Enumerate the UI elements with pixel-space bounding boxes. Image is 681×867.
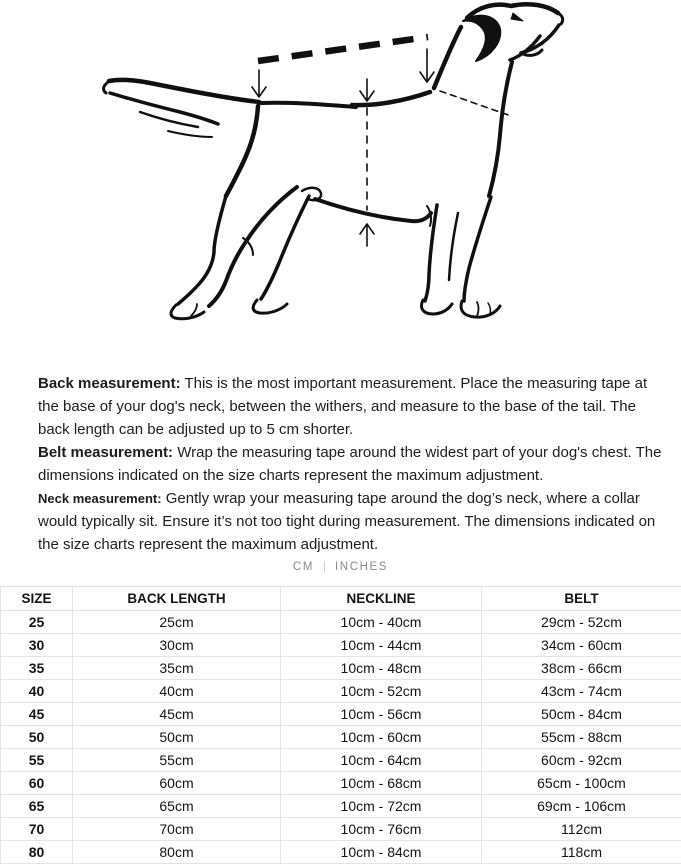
belt-measurement-paragraph [38, 441, 669, 487]
value-cell: 43cm - 74cm [482, 680, 681, 703]
back-measurement-paragraph [38, 372, 669, 441]
value-cell: 118cm [482, 841, 681, 864]
size-cell: 70 [1, 818, 73, 841]
column-header: NECKLINE [281, 587, 482, 611]
table-row [1, 726, 681, 749]
dog-illustration [0, 0, 681, 358]
table-row [1, 749, 681, 772]
column-header: BACK LENGTH [73, 587, 281, 611]
size-cell: 25 [1, 611, 73, 634]
value-cell: 10cm - 60cm [281, 726, 482, 749]
size-cell: 50 [1, 726, 73, 749]
value-cell: 10cm - 56cm [281, 703, 482, 726]
table-row [1, 611, 681, 634]
size-table-body [1, 611, 681, 864]
table-row [1, 772, 681, 795]
size-table-header-row [1, 587, 681, 611]
value-cell: 10cm - 64cm [281, 749, 482, 772]
back-measurement-text: This is the most important measurement. Place the measuring tape at the base of your dog's neck, between the withers, and measure to the base of the tail. The back length can be adjusted up to 5 cm shorter. [38, 375, 648, 438]
value-cell: 35cm [73, 657, 281, 680]
value-cell: 69cm - 106cm [482, 795, 681, 818]
value-cell: 29cm - 52cm [482, 611, 681, 634]
value-cell: 10cm - 76cm [281, 818, 482, 841]
value-cell: 65cm [73, 795, 281, 818]
value-cell: 50cm [73, 726, 281, 749]
value-cell: 55cm - 88cm [482, 726, 681, 749]
value-cell: 10cm - 52cm [281, 680, 482, 703]
size-cell: 40 [1, 680, 73, 703]
value-cell: 80cm [73, 841, 281, 864]
value-cell: 30cm [73, 634, 281, 657]
back-measurement-label: Back measurement: [38, 375, 181, 392]
value-cell: 40cm [73, 680, 281, 703]
size-table [0, 586, 681, 864]
value-cell: 70cm [73, 818, 281, 841]
value-cell: 10cm - 68cm [281, 772, 482, 795]
value-cell: 45cm [73, 703, 281, 726]
size-cell: 60 [1, 772, 73, 795]
back-length-dashed-line [258, 37, 428, 61]
measurement-instructions [38, 372, 669, 556]
size-cell: 35 [1, 657, 73, 680]
value-cell: 10cm - 84cm [281, 841, 482, 864]
table-row [1, 818, 681, 841]
neck-measurement-label: Neck measurement: [38, 491, 162, 506]
table-row [1, 634, 681, 657]
size-cell: 30 [1, 634, 73, 657]
value-cell: 10cm - 44cm [281, 634, 482, 657]
column-header: BELT [482, 587, 681, 611]
up-arrow-icon [360, 224, 374, 246]
column-header: SIZE [1, 587, 73, 611]
value-cell: 34cm - 60cm [482, 634, 681, 657]
table-row [1, 795, 681, 818]
value-cell: 60cm [73, 772, 281, 795]
down-arrow-icon [252, 70, 266, 97]
value-cell: 65cm - 100cm [482, 772, 681, 795]
neck-measurement-text: Gently wrap your measuring tape around the dog’s neck, where a collar would typically sit. Ensure it’s not too tight during measurement. The dimensions indicated on the size charts represent the maximum adjustment. [38, 490, 656, 553]
table-row [1, 657, 681, 680]
belt-measurement-text: Wrap the measuring tape around the widest part of your dog's chest. The dimensions indicated on the size charts represent the maximum adjustment. [38, 444, 662, 484]
down-arrow-icon [420, 49, 434, 82]
value-cell: 55cm [73, 749, 281, 772]
value-cell: 38cm - 66cm [482, 657, 681, 680]
unit-cm-button[interactable]: CM [292, 561, 315, 573]
table-row [1, 703, 681, 726]
unit-toggle-divider: | [323, 561, 327, 573]
belt-measurement-label: Belt measurement: [38, 444, 174, 461]
value-cell: 25cm [73, 611, 281, 634]
unit-toggle [0, 559, 681, 576]
size-cell: 55 [1, 749, 73, 772]
value-cell: 10cm - 72cm [281, 795, 482, 818]
value-cell: 50cm - 84cm [482, 703, 681, 726]
unit-inches-button[interactable]: INCHES [335, 561, 389, 573]
down-arrow-icon [360, 79, 374, 101]
size-cell: 65 [1, 795, 73, 818]
value-cell: 112cm [482, 818, 681, 841]
value-cell: 10cm - 48cm [281, 657, 482, 680]
neck-measurement-paragraph [38, 487, 669, 556]
size-cell: 80 [1, 841, 73, 864]
value-cell: 10cm - 40cm [281, 611, 482, 634]
size-cell: 45 [1, 703, 73, 726]
table-row [1, 680, 681, 703]
value-cell: 60cm - 92cm [482, 749, 681, 772]
table-row [1, 841, 681, 864]
